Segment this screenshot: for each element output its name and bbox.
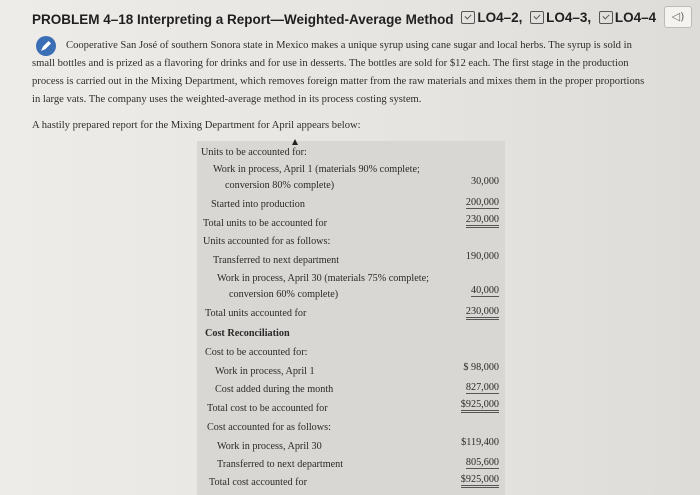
cost-transferred-label: Transferred to next department [217,459,344,470]
report-row [197,399,505,419]
cost-added-value: 827,000 [465,382,499,393]
report-row [197,176,505,196]
wip-april30-line1: Work in process, April 30 (materials 75% complete; [217,273,429,284]
report-row [197,214,505,234]
objective-lo4-3[interactable]: LO4–3, [526,10,591,25]
report-row [197,422,505,438]
report-row [197,236,505,252]
units-header: Units to be accounted for: [201,147,307,158]
problem-title [32,10,656,27]
report-row [197,437,505,457]
report-row [197,384,505,400]
total-units-value: 230,000 [466,214,499,228]
wip-april1-line1: Work in process, April 1 (materials 90% complete; [213,164,420,175]
speaker-icon: ◁) [671,10,685,23]
cost-wip-april1-value: $ 98,000 [463,362,499,373]
wip-april30-line2: conversion 60% complete) [229,289,339,300]
cost-recon-header: Cost Reconciliation [205,328,290,339]
cost-accounted-header: Cost accounted for as follows: [207,422,331,433]
report-row [197,273,505,289]
report-row [197,308,505,324]
report-row [197,164,505,180]
transferred-label: Transferred to next department [213,255,340,266]
learning-objective-icon [461,11,475,24]
report-row [197,459,505,475]
started-label: Started into production [211,199,305,210]
report-row [197,328,505,344]
wip-april1-value: 30,000 [470,176,499,187]
problem-heading: PROBLEM 4–18 Interpreting a Report—Weighted-Average Method [32,12,454,27]
cost-wip-april30-label: Work in process, April 30 [217,441,322,452]
total-cost-value: $925,000 [461,399,499,413]
cost-transferred-value: 805,600 [465,457,499,468]
objective-lo4-2[interactable]: LO4–2, [457,10,522,25]
total-cost-accounted-value: $925,000 [461,474,499,488]
cost-wip-april30-value: $119,400 [461,437,499,448]
transferred-value: 190,000 [465,251,499,262]
report-row [197,147,505,163]
accounted-header: Units accounted for as follows: [203,236,331,247]
learning-objective-icon [530,11,544,24]
audio-speaker-button[interactable] [664,6,692,28]
total-accounted-label: Total units accounted for [205,308,307,319]
report-row [197,362,505,382]
cost-added-label: Cost added during the month [215,384,334,395]
report-intro: A hastily prepared report for the Mixing Department for April appears below: [32,120,361,131]
cost-to-account-header: Cost to be accounted for: [205,347,308,358]
learning-objective-icon [599,11,613,24]
report-row [197,285,505,305]
total-cost-label: Total cost to be accounted for [207,403,328,414]
total-cost-accounted-label: Total cost accounted for [209,477,308,488]
objective-lo4-4[interactable]: LO4–4 [595,10,656,25]
report-row [197,251,505,271]
report-row [197,474,505,493]
total-units-label: Total units to be accounted for [203,218,328,229]
wip-april30-value: 40,000 [470,285,499,296]
problem-description: Cooperative San José of southern Sonora state in Mexico makes a unique syrup using cane sugar and local herbs. The syrup is sold in small bottles and is prized as a flavoring for drinks and for use in desserts. The bottles are sold for $12 each. The first stage in the production process is carried out in the Mixing Department, which removes foreign matter from the raw materials and mixes them in the proper proportions in large vats. The company uses the weighted-average method in its process costing system. [32,40,645,105]
mixing-report [197,141,505,495]
started-value: 200,000 [465,197,499,208]
cost-wip-april1-label: Work in process, April 1 [215,366,315,377]
total-accounted-value: 230,000 [466,306,499,320]
report-row [197,347,505,363]
wip-april1-line2: conversion 80% complete) [225,180,335,191]
report-row [197,199,505,215]
